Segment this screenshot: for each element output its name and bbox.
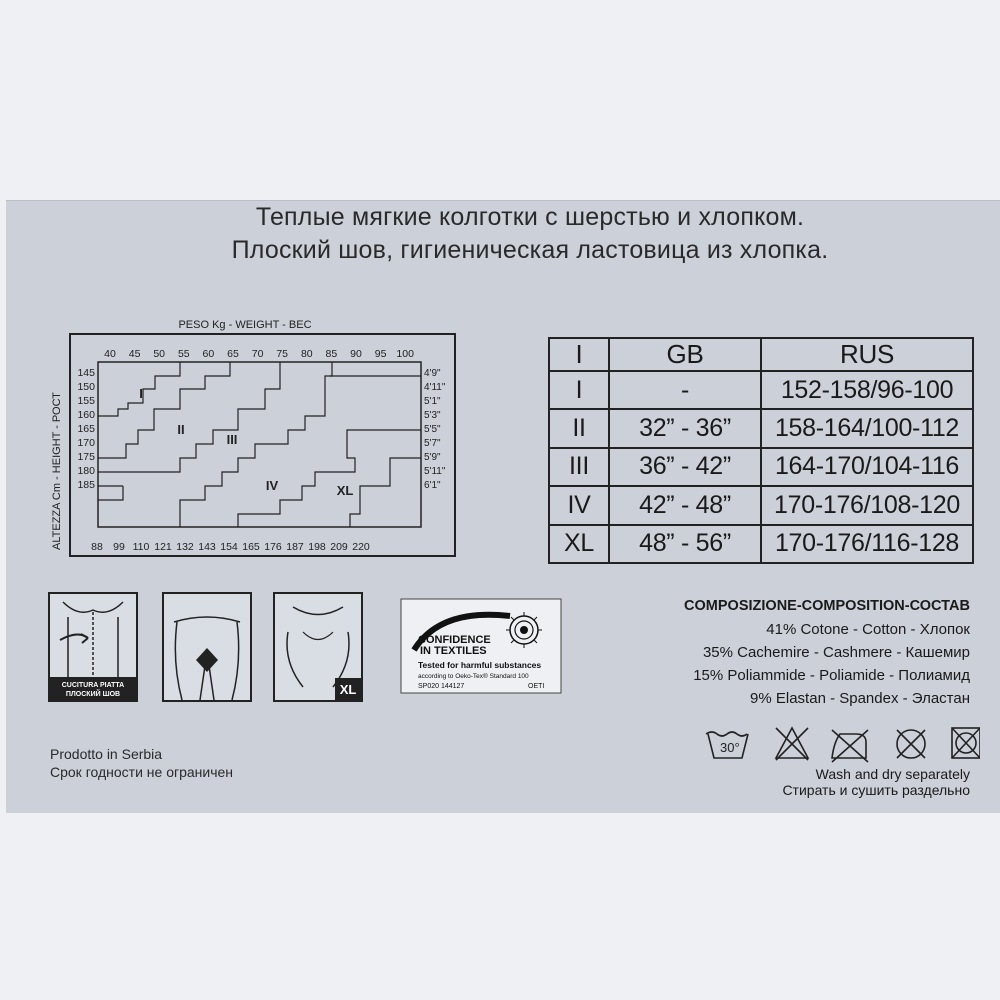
kg-tick-label: 80 [300, 348, 313, 360]
kg-tick-label: 65 [227, 348, 239, 360]
care-note-ru: Стирать и сушить раздельно [782, 782, 970, 798]
zone-label: III [226, 432, 238, 447]
lb-tick-label: 176 [264, 541, 282, 553]
kg-tick-label: 70 [251, 348, 264, 360]
ft-tick-labels [424, 368, 446, 491]
zone-labels [139, 386, 353, 498]
ft-tick-label: 5'7" [424, 438, 441, 449]
size-table-header-row [549, 338, 973, 371]
flat-seam-icon [48, 592, 138, 702]
chart-outer-frame [70, 334, 455, 556]
cm-tick-labels [77, 367, 95, 491]
cm-tick-label: 165 [77, 423, 95, 435]
cm-tick-label: 150 [77, 381, 95, 393]
lb-tick-label: 88 [91, 541, 103, 553]
ft-tick-label: 4'11" [424, 382, 446, 393]
zone-label: IV [265, 478, 279, 493]
table-cell-gb: 48” - 56” [609, 525, 761, 563]
zone-label: II [177, 422, 185, 437]
care-symbols [700, 722, 980, 766]
lb-tick-label: 110 [132, 541, 150, 553]
cm-tick-label: 180 [77, 465, 95, 477]
flat-seam-label-line-1: CUCITURA PIATTA [61, 682, 125, 689]
kg-tick-label: 55 [177, 348, 190, 360]
oeko-tex-line-1: CONFIDENCE [418, 634, 491, 646]
ft-tick-label: 5'9" [424, 452, 441, 463]
wash-temp-label: 30° [720, 740, 740, 755]
composition-item: 41% Cotone - Cotton - Хлопок [766, 621, 970, 638]
zone-label: XL [336, 483, 354, 498]
kg-tick-labels [104, 348, 414, 360]
oeko-tex-tested: Tested for harmful substances [418, 660, 542, 670]
ft-tick-label: 5'5" [424, 424, 441, 435]
headline-line-2: Плоский шов, гигиеническая ластовица из хлопка. [231, 236, 829, 264]
composition-item: 35% Cachemire - Cashmere - Кашемир [702, 644, 970, 661]
lb-tick-label: 143 [198, 541, 216, 553]
made-in-label: Prodotto in Serbia [50, 746, 163, 762]
lb-tick-label: 209 [330, 541, 348, 553]
cm-tick-label: 185 [77, 479, 95, 491]
oeko-tex-institute: OETI [528, 683, 545, 690]
cm-tick-label: 155 [77, 395, 95, 407]
kg-tick-label: 45 [128, 348, 141, 360]
size-table-header-size: I [549, 338, 609, 371]
table-cell-gb: - [609, 371, 761, 409]
oeko-tex-code: SP020 144127 [418, 683, 465, 690]
table-cell-size: XL [549, 525, 609, 563]
no-dry-clean-icon [897, 730, 925, 758]
weight-height-chart [40, 310, 460, 560]
composition-title: COMPOSIZIONE-COMPOSITION-СОСТАВ [684, 598, 970, 614]
lb-tick-label: 165 [242, 541, 260, 553]
shelf-life-label: Срок годности не ограничен [50, 764, 234, 780]
oeko-tex-standard: according to Oeko-Tex® Standard 100 [418, 673, 529, 680]
kg-tick-label: 90 [350, 348, 362, 360]
kg-tick-label: 100 [396, 348, 414, 360]
flat-seam-label-line-2: ПЛОСКИЙ ШОВ [65, 691, 121, 698]
table-cell-rus: 152-158/96-100 [761, 371, 973, 409]
cm-tick-label: 145 [77, 367, 95, 379]
table-cell-size: III [549, 448, 609, 486]
ft-tick-label: 5'11" [424, 466, 446, 477]
headline-line-1: Теплые мягкие колготки с шерстью и хлопком. [255, 203, 805, 231]
ft-tick-label: 4'9" [424, 368, 441, 379]
oeko-tex-label [400, 598, 562, 694]
table-cell-size: IV [549, 486, 609, 524]
kg-tick-label: 40 [104, 348, 116, 360]
table-row [549, 486, 973, 524]
xl-badge: XL [339, 682, 357, 697]
no-bleach-icon [776, 728, 808, 760]
weight-axis-title: PESO Kg - WEIGHT - ВЕС [178, 319, 312, 331]
lb-tick-label: 99 [113, 541, 125, 553]
table-cell-gb: 42” - 48” [609, 486, 761, 524]
height-axis-title: ALTEZZA Cm - HEIGHT - РОСТ [51, 392, 63, 550]
table-cell-size: I [549, 371, 609, 409]
table-cell-gb: 36” - 42” [609, 448, 761, 486]
table-cell-rus: 170-176/108-120 [761, 486, 973, 524]
cm-tick-label: 170 [77, 437, 95, 449]
ft-tick-label: 5'3" [424, 410, 441, 421]
table-row [549, 448, 973, 486]
lb-tick-label: 198 [308, 541, 326, 553]
lb-tick-label: 121 [154, 541, 172, 553]
ft-tick-label: 6'1" [424, 480, 441, 491]
lb-tick-label: 154 [220, 541, 238, 553]
composition-item: 15% Poliammide - Poliamide - Полиамид [693, 667, 970, 684]
kg-tick-label: 95 [374, 348, 387, 360]
care-note-en: Wash and dry separately [815, 766, 970, 782]
ft-tick-label: 5'1" [424, 396, 441, 407]
lb-tick-labels [91, 541, 370, 553]
size-table-header-rus: RUS [761, 338, 973, 371]
zone-boundaries [98, 362, 421, 527]
lb-tick-label: 187 [286, 541, 304, 553]
cm-tick-label: 160 [77, 409, 95, 421]
table-cell-rus: 170-176/116-128 [761, 525, 973, 563]
no-iron-icon [832, 730, 868, 762]
size-table [548, 337, 974, 564]
size-table-header-gb: GB [609, 338, 761, 371]
xl-fit-icon [273, 592, 363, 702]
table-row [549, 525, 973, 563]
lb-tick-label: 220 [352, 541, 370, 553]
cm-tick-label: 175 [77, 451, 95, 463]
table-row [549, 371, 973, 409]
table-cell-rus: 164-170/104-116 [761, 448, 973, 486]
no-tumble-dry-icon [952, 728, 980, 758]
kg-tick-label: 75 [276, 348, 289, 360]
kg-tick-label: 60 [202, 348, 215, 360]
zone-label: I [139, 386, 143, 401]
kg-tick-label: 85 [325, 348, 338, 360]
lb-tick-label: 132 [176, 541, 194, 553]
kg-tick-label: 50 [153, 348, 166, 360]
table-cell-rus: 158-164/100-112 [761, 409, 973, 447]
table-row [549, 409, 973, 447]
table-cell-gb: 32” - 36” [609, 409, 761, 447]
oeko-tex-line-2: IN TEXTILES [420, 645, 487, 657]
composition-item: 9% Elastan - Spandex - Эластан [750, 690, 970, 707]
table-cell-size: II [549, 409, 609, 447]
gusset-icon [162, 592, 252, 702]
